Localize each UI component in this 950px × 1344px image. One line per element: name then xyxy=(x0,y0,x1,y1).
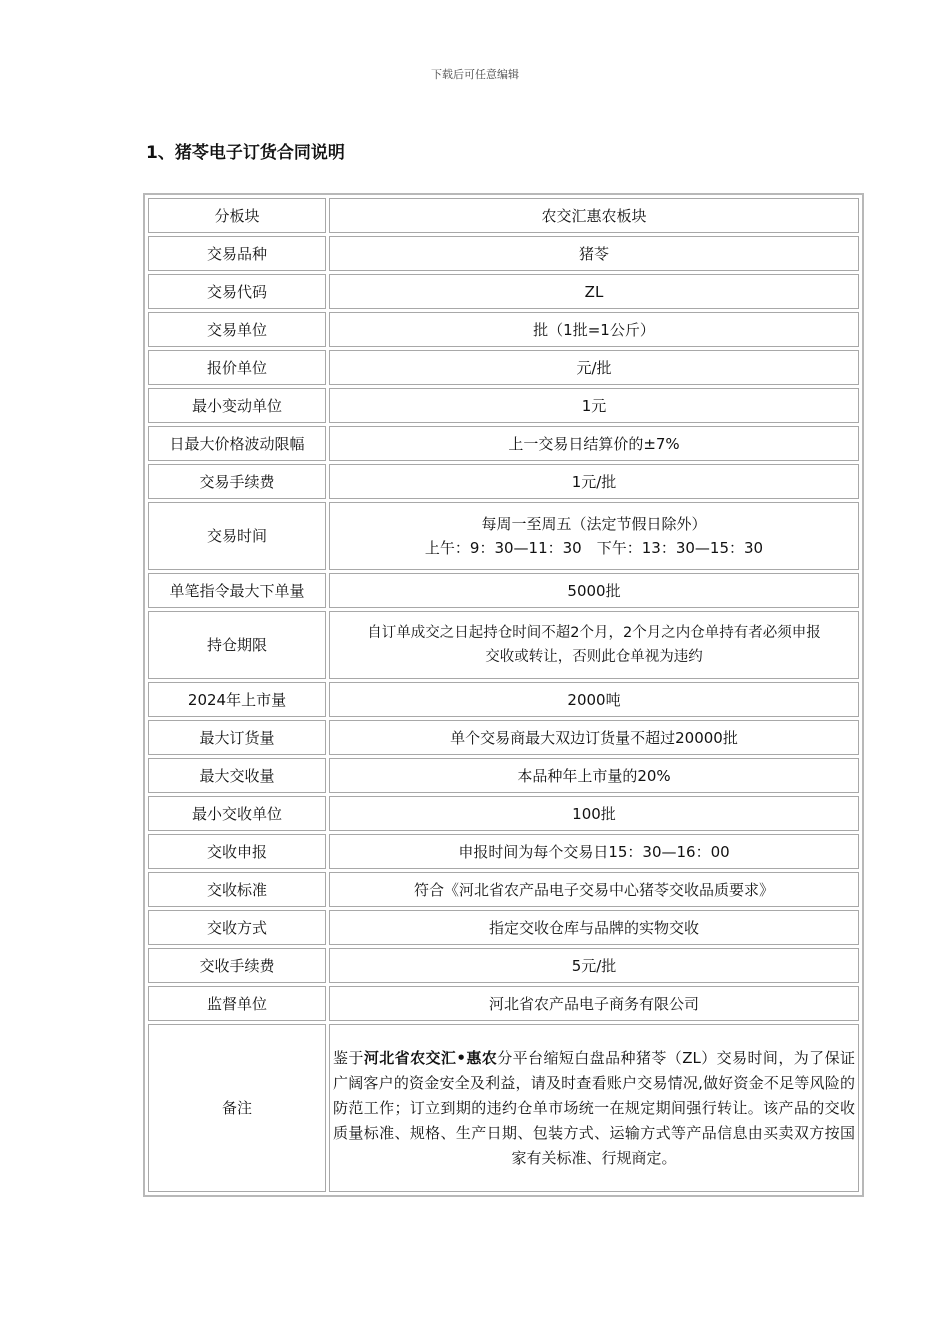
row-value: 批（1批=1公斤） xyxy=(329,312,859,347)
row-key: 备注 xyxy=(148,1024,326,1192)
row-value xyxy=(329,611,859,679)
table-row xyxy=(148,350,859,385)
row-value: 本品种年上市量的20% xyxy=(329,758,859,793)
row-key: 交收申报 xyxy=(148,834,326,869)
row-key: 交收方式 xyxy=(148,910,326,945)
table-row xyxy=(148,611,859,679)
row-value: 5元/批 xyxy=(329,948,859,983)
value-line: 上午：9：30—11：30 下午：13：30—15：30 xyxy=(424,539,764,557)
row-value: 符合《河北省农产品电子交易中心猪苓交收品质要求》 xyxy=(329,872,859,907)
row-value: 1元/批 xyxy=(329,464,859,499)
table-row xyxy=(148,834,859,869)
section-title: 1、猪苓电子订货合同说明 xyxy=(146,143,345,163)
table-row xyxy=(148,796,859,831)
remark-text xyxy=(331,1046,857,1171)
row-value: 指定交收仓库与品牌的实物交收 xyxy=(329,910,859,945)
row-key: 交易手续费 xyxy=(148,464,326,499)
table-row xyxy=(148,573,859,608)
table-row xyxy=(148,464,859,499)
table-row xyxy=(148,720,859,755)
table-row xyxy=(148,948,859,983)
row-key: 最大订货量 xyxy=(148,720,326,755)
row-key: 报价单位 xyxy=(148,350,326,385)
row-key: 持仓期限 xyxy=(148,611,326,679)
remark-prefix: 鉴于 xyxy=(333,1048,364,1067)
row-key: 单笔指令最大下单量 xyxy=(148,573,326,608)
row-key: 最大交收量 xyxy=(148,758,326,793)
table-row xyxy=(148,312,859,347)
table-row xyxy=(148,236,859,271)
row-value: 上一交易日结算价的±7% xyxy=(329,426,859,461)
contract-spec-table xyxy=(143,193,864,1197)
row-value: 农交汇惠农板块 xyxy=(329,198,859,233)
header-note: 下载后可任意编辑 xyxy=(431,68,519,81)
table-row xyxy=(148,426,859,461)
row-value: 猪苓 xyxy=(329,236,859,271)
table-row xyxy=(148,502,859,570)
row-key: 交易单位 xyxy=(148,312,326,347)
table-row xyxy=(148,198,859,233)
row-value: 申报时间为每个交易日15：30—16：00 xyxy=(329,834,859,869)
row-value: ZL xyxy=(329,274,859,309)
row-key: 交收手续费 xyxy=(148,948,326,983)
row-value xyxy=(329,502,859,570)
table-row xyxy=(148,872,859,907)
row-key: 交易代码 xyxy=(148,274,326,309)
row-key: 最小变动单位 xyxy=(148,388,326,423)
table-row xyxy=(148,682,859,717)
row-key: 交易品种 xyxy=(148,236,326,271)
row-value: 单个交易商最大双边订货量不超过20000批 xyxy=(329,720,859,755)
row-value: 5000批 xyxy=(329,573,859,608)
row-key: 监督单位 xyxy=(148,986,326,1021)
table-row xyxy=(148,388,859,423)
row-value: 1元 xyxy=(329,388,859,423)
row-value: 河北省农产品电子商务有限公司 xyxy=(329,986,859,1021)
value-line: 每周一至周五（法定节假日除外） xyxy=(481,515,707,533)
table-row xyxy=(148,986,859,1021)
row-value: 元/批 xyxy=(329,350,859,385)
remark-bold-org: 河北省农交汇•惠农 xyxy=(363,1048,498,1067)
row-key: 最小交收单位 xyxy=(148,796,326,831)
row-value: 2000吨 xyxy=(329,682,859,717)
table-row xyxy=(148,758,859,793)
value-line: 交收或转让，否则此仓单视为违约 xyxy=(485,649,703,665)
row-key: 2024年上市量 xyxy=(148,682,326,717)
row-value: 100批 xyxy=(329,796,859,831)
table-row xyxy=(148,1024,859,1192)
value-line: 自订单成交之日起持仓时间不超2个月，2个月之内仓单持有者必须申报 xyxy=(367,625,821,641)
table-row xyxy=(148,910,859,945)
row-key: 分板块 xyxy=(148,198,326,233)
remark-rest: 分平台缩短白盘品种猪苓（ZL）交易时间，为了保证广阔客户的资金安全及利益，请及时查看账户交易情况,做好资金不足等风险的防范工作；订立到期的违约仓单市场统一在规定期间强行转让。该产品的交收质量标准、规格、生产日期、包装方式、运输方式等产品信息由买卖双方按国家有关标准、行规商定。 xyxy=(333,1048,855,1167)
remark-cell xyxy=(329,1024,859,1192)
table-row xyxy=(148,274,859,309)
row-key: 交易时间 xyxy=(148,502,326,570)
row-key: 日最大价格波动限幅 xyxy=(148,426,326,461)
row-key: 交收标准 xyxy=(148,872,326,907)
